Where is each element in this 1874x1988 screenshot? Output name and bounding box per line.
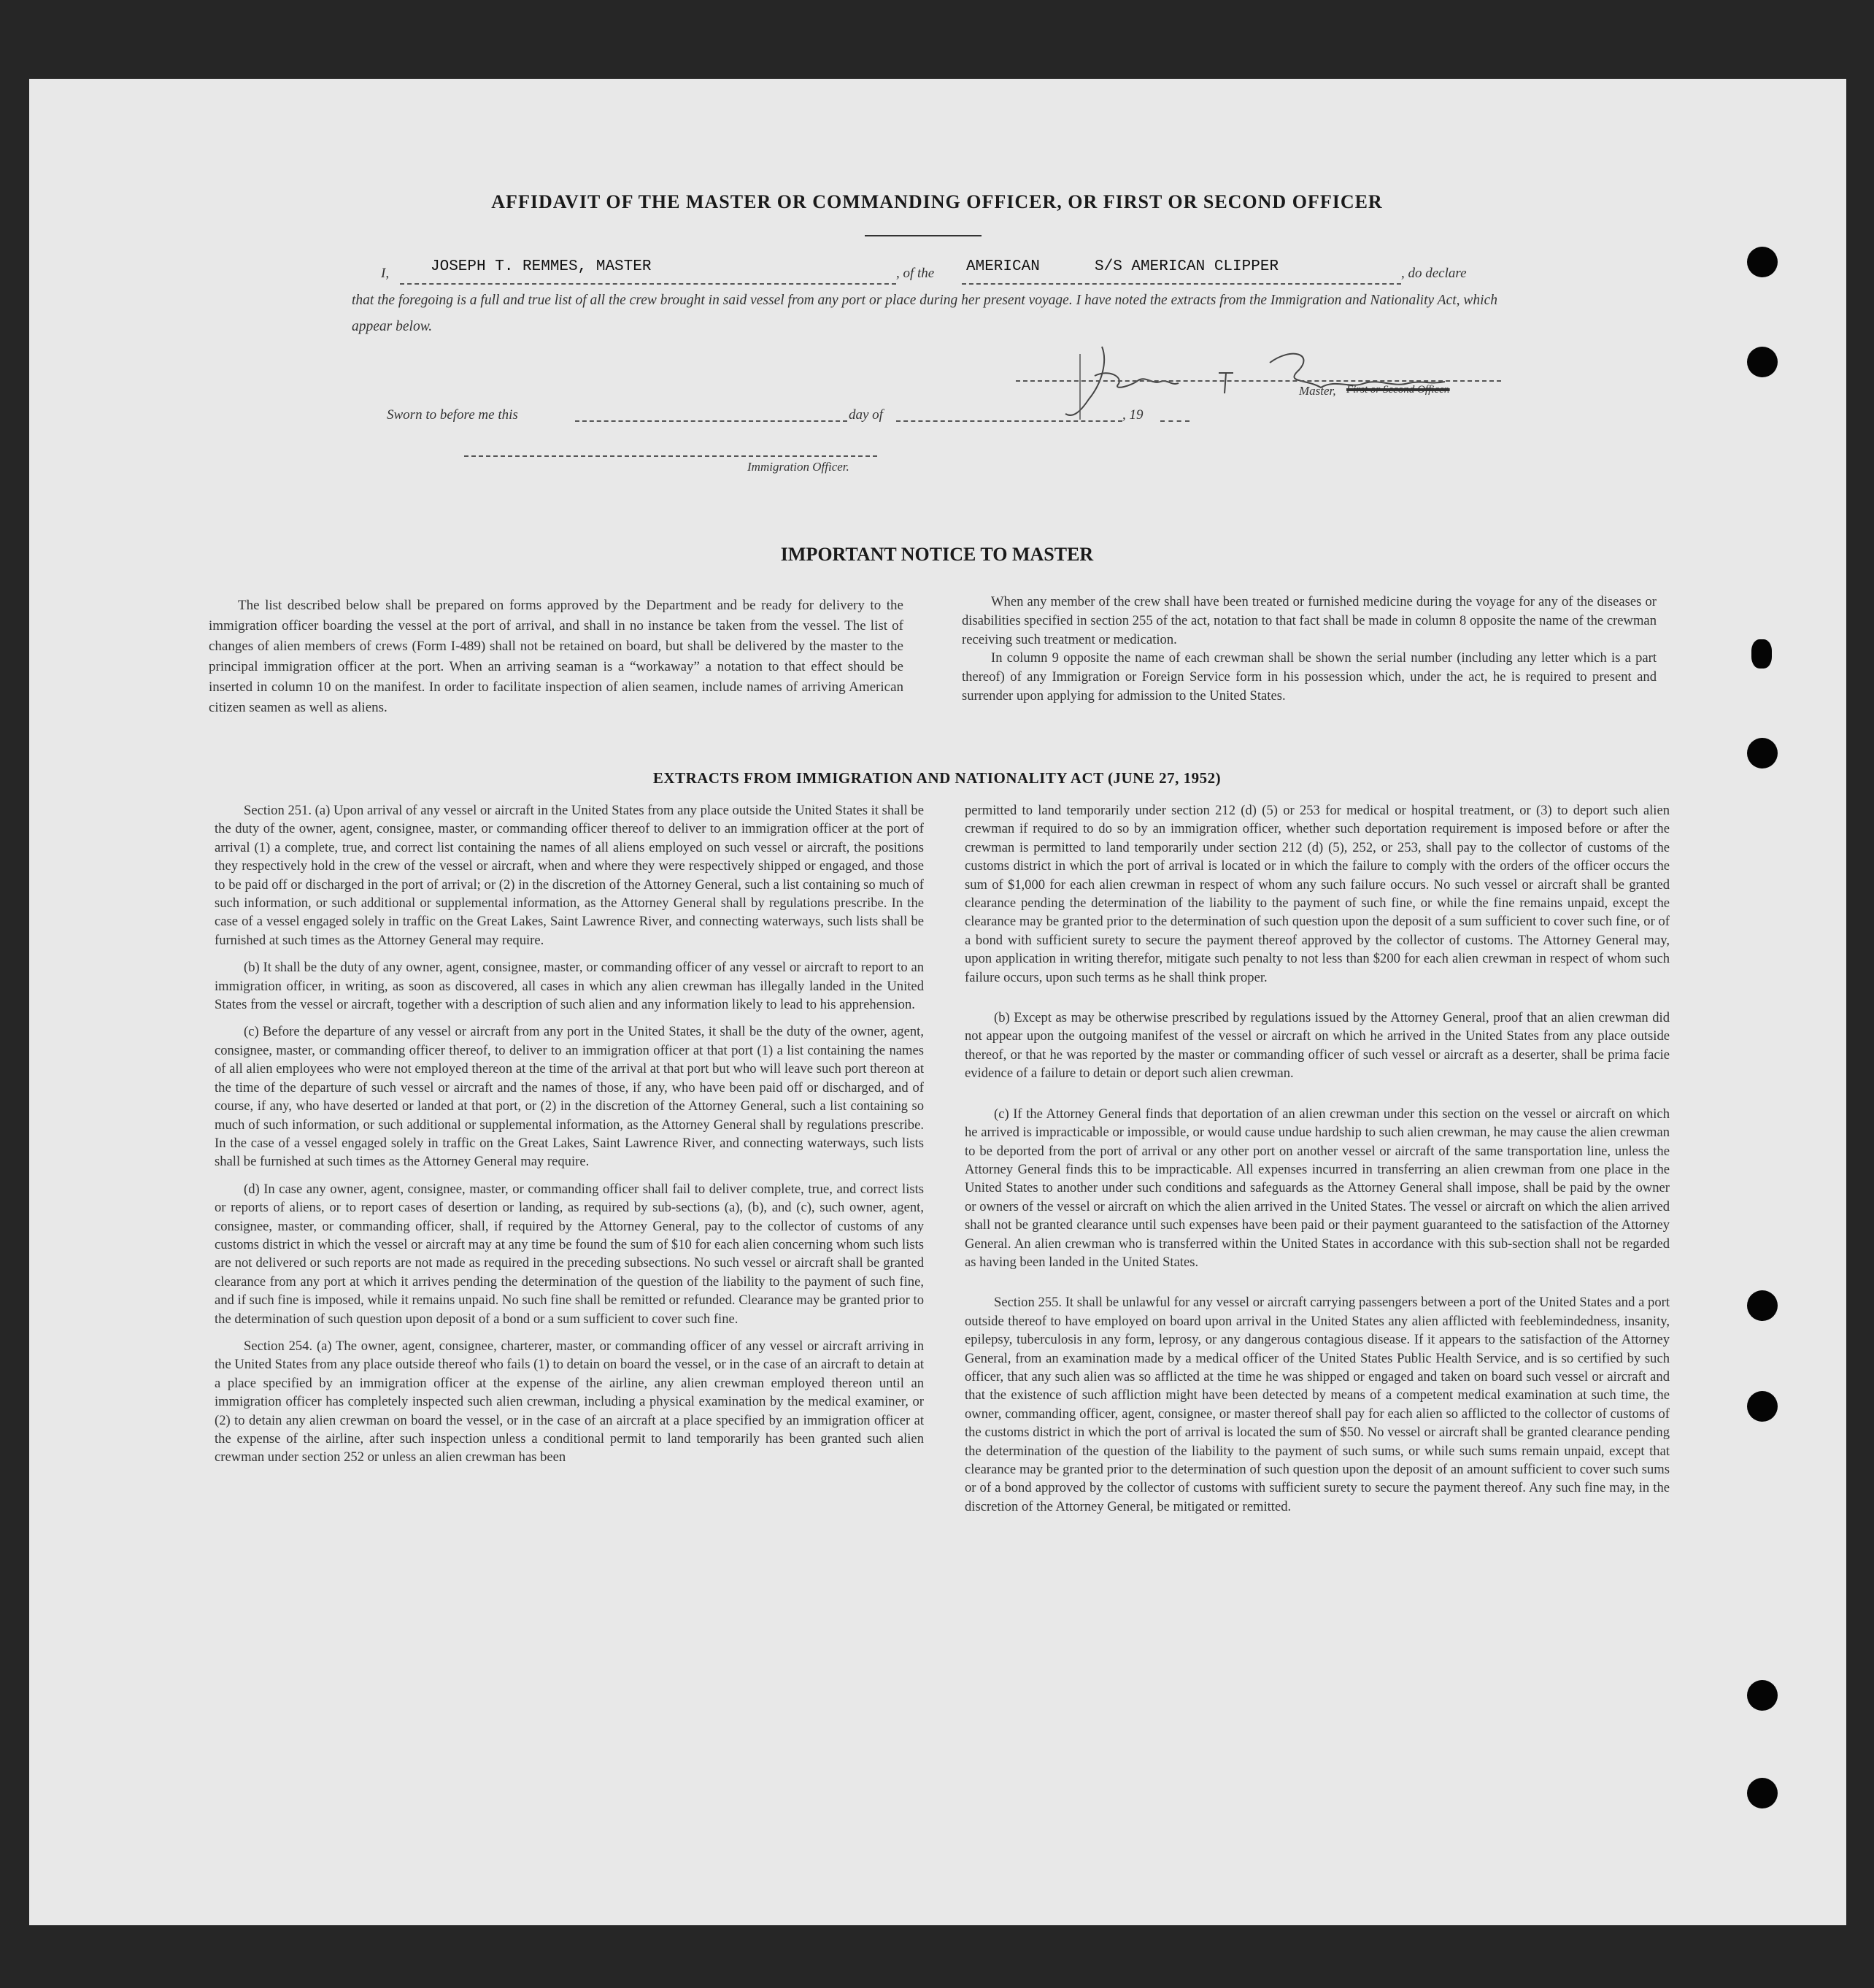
extracts-heading: EXTRACTS FROM IMMIGRATION AND NATIONALITY ACT (JUNE 27, 1952)	[652, 769, 1222, 787]
punch-hole	[1747, 347, 1778, 377]
section-251-c: (c) Before the departure of any vessel or aircraft from any port in the United States, it shall be the duty of the owner, agent, consignee, master, or commanding officer thereof, to deliver to an immigration officer at that port (1) a list containing the names of all alien employees who were not employed thereon at the time of the arrival at that port but who will leave such port thereon at the time of the departure of such vessel or aircraft and the names of those, if any, who have been paid off or discharged, and of course, if any, who have deserted or landed at that port, or (2) in the discretion of the Attorney General, such a list containing so much of such information, or such additional or supplemental information, as the Attorney General shall by regulations prescribe. In the case of a vessel engaged solely in traffic on the Great Lakes, Saint Lawrence River, and connecting waterways, such lists shall be furnished at such times as the Attorney General may require.	[215, 1024, 924, 1170]
notice-right-paragraph-2: In column 9 opposite the name of each crewman shall be shown the serial number (including any letter which is a part thereof) of any Immigration or Foreign Service form in his possession which, under the act, he is required to present and surrender upon applying for admission to the United States.	[962, 650, 1657, 704]
punch-hole	[1751, 639, 1772, 669]
punch-hole	[1747, 1680, 1778, 1711]
year-label: , 19	[1122, 407, 1144, 423]
vessel-nationality: AMERICAN	[966, 258, 1040, 275]
sworn-month-line	[896, 420, 1122, 422]
declaration-text: that the foregoing is a full and true list of all the crew brought in said vessel from any port or place during her present voyage. I have noted the extracts from the Immigration and Nationality Act, which appear below.	[352, 293, 1497, 334]
day-of-label: day of	[849, 407, 883, 423]
notice-heading: IMPORTANT NOTICE TO MASTER	[780, 544, 1094, 565]
notice-right-column	[962, 593, 1657, 706]
name-line	[400, 283, 896, 285]
immigration-officer-label: Immigration Officer.	[747, 460, 849, 474]
section-255: Section 255. It shall be unlawful for any vessel or aircraft carrying passengers between a port of the United States and a port outside thereof to have employed on board upon arrival in the United States any alien afflicted with feeblemindedness, insanity, epilepsy, tuberculosis in any form, leprosy, or any dangerous contagious disease. If it appears to the satisfaction of the Attorney General, from an examination made by a medical officer of the United States Public Health Service, and is so certified by such officer, that any such alien was so afflicted at the time he was shipped or engaged and taken on board such vessel or aircraft and that the existence of such affliction might have been detected by means of a competent medical examination at such time, the owner, commanding officer, agent, consignee, or master thereof shall pay for each alien so afflicted to the collector of customs of the customs district in which the port of arrival is located the sum of $50. No vessel or aircraft shall be granted clearance pending the determination of the question of the liability to the payment of such sums, or while such sums remain unpaid, except that clearance may be granted prior to the determination of such question upon the deposit of an amount sufficient to cover such sums or of a bond approved by the collector of customs with sufficient surety to secure the payment thereof. Any such fine may, in the discretion of the Attorney General, be mitigated or remitted.	[965, 1295, 1670, 1514]
affidavit-title: AFFIDAVIT OF THE MASTER OR COMMANDING OFFICER, OR FIRST OR SECOND OFFICER	[491, 191, 1383, 212]
extracts-right-column	[965, 801, 1670, 1516]
section-251-a: Section 251. (a) Upon arrival of any vessel or aircraft in the United States from any place outside the United States it shall be the duty of the owner, agent, consignee, master, or commanding officer thereof to deliver to an immigration officer at the port of arrival (1) a complete, true, and correct list containing the names of all aliens employed on such vessel or aircraft, the positions they respectively hold in the crew of the vessel or aircraft, when and where they were respectively shipped or engaged, and those to be paid off or discharged in the port of arrival; or (2) in the discretion of the Attorney General, such a list containing so much of such information, or such additional or supplemental information, as the Attorney General shall by regulations prescribe. In the case of a vessel engaged solely in traffic on the Great Lakes, Saint Lawrence River, and connecting waterways, such lists shall be furnished at such times as the Attorney General may require.	[215, 803, 924, 948]
sworn-label: Sworn to before me this	[387, 407, 518, 423]
punch-hole	[1747, 1290, 1778, 1321]
sworn-day-line	[575, 420, 847, 422]
title-divider	[865, 235, 982, 236]
section-254-a: Section 254. (a) The owner, agent, consignee, charterer, master, or commanding officer of any vessel or aircraft arriving in the United States from any place outside thereof who fails (1) to detain on board the vessel, or in the case of an aircraft to detain at a place specified by an immigration officer at the expense of the airline, any alien crewman employed thereon until an immigration officer has completely inspected such alien crewman, including a physical examination by the medical examiner, or (2) to detain any alien crewman on board the vessel, or in the case of an aircraft at a place specified by an immigration officer at the expense of the airline, after such inspection unless a conditional permit to land temporarily has been granted such alien crewman under section 252 or unless an alien crewman has been	[215, 1338, 924, 1465]
notice-left-column	[209, 596, 903, 718]
punch-hole	[1747, 738, 1778, 768]
of-the-label: , of the	[896, 266, 935, 281]
notice-right-paragraph-1: When any member of the crew shall have been treated or furnished medicine during the voyage for any of the diseases or disabilities specified in section 255 of the act, notation to that fact shall be made in column 8 opposite the name of the crewman receiving such treatment or medication.	[962, 594, 1657, 647]
master-signature	[1051, 332, 1518, 427]
punch-hole	[1747, 1778, 1778, 1808]
punch-hole	[1747, 247, 1778, 277]
section-254-a-continued: permitted to land temporarily under section 212 (d) (5) or 253 for medical or hospital treatment, or (3) to deport such alien crewman if required to do so by an immigration officer, whether such deportation requirement is imposed before or after the crewman is permitted to land temporarily under section 212 (d) (5), 252, or 253, shall pay to the collector of customs of the customs district in which the port of arrival is located or in which the failure to comply with the orders of the officer occurs the sum of $1,000 for each alien crewman in respect of whom any such failure occurs. No such vessel or aircraft shall be granted clearance pending the determination of the liability to the payment of such fine, or while the fine remains unpaid, except the clearance may be granted prior to the determination of such question upon the deposit of a sum sufficient to cover such fine, or of a bond with sufficient surety to secure the payment thereof approved by the collector of customs. The Attorney General may, upon application in writing therefor, mitigate such penalty to not less than $200 for each alien crewman in respect of whom such failure occurs, upon such terms as he shall think proper.	[965, 803, 1670, 985]
sworn-year-line	[1160, 420, 1189, 422]
signature-line	[1016, 380, 1501, 382]
i-label: I,	[381, 266, 390, 281]
do-declare-label: , do declare	[1401, 266, 1467, 281]
master-name: JOSEPH T. REMMES, MASTER	[431, 258, 652, 275]
section-251-d: (d) In case any owner, agent, consignee, master, or commanding officer shall fail to deliver complete, true, and correct lists or reports of aliens, or to report cases of desertion or landing, as required by sub-sections (a), (b), and (c), such owner, agent, consignee, master, or commanding officer, shall, if required by the Attorney General, pay to the collector of customs of any customs district in which the vessel or aircraft may at any time be found the sum of $10 for each alien concerning whom such lists are not delivered or such reports are not made as required in the preceding subsections. No such vessel or aircraft shall be granted clearance from any port at which it arrives pending the determination of the question of the liability to the payment of such fine, and if such fine is imposed, while it remains unpaid. No such fine shall be remitted or refunded. Clearance may be granted prior to the determination of such question upon deposit of a bond or a sum sufficient to cover such fine.	[215, 1181, 924, 1327]
vessel-line	[962, 283, 1401, 285]
vessel-name: S/S AMERICAN CLIPPER	[1095, 258, 1279, 275]
notice-left-paragraph: The list described below shall be prepared on forms approved by the Department and be ready for delivery to the immigration officer boarding the vessel at the port of arrival, and shall in no instance be taken from the vessel. The list of changes of alien members of crews (Form I-489) shall not be retained on board, but shall be delivered by the master to the principal immigration officer at the port. When an arriving seaman is a “workaway” a notation to that effect should be inserted in column 10 on the manifest. In order to facilitate inspection of alien seamen, include names of arriving American citizen seamen as well as aliens.	[209, 598, 903, 715]
section-254-c: (c) If the Attorney General finds that deportation of an alien crewman under this section on the vessel or aircraft on which he arrived is impracticable or impossible, or would cause undue hardship to such alien crewman, he may cause the alien crewman to be deported from the port of arrival or any other port on another vessel or aircraft of the same transportation line, unless the Attorney General finds this to be impracticable. All expenses incurred in transferring an alien crewman from one place in the United States to another under such conditions and safeguards as the Attorney General shall impose, shall be paid by the owner or owners of the vessel or aircraft on which the alien arrived in the United States. The vessel or aircraft on which the alien arrived shall not be granted clearance until such expenses have been paid or their payment guaranteed to the satisfaction of the Attorney General. An alien crewman who is transferred within the United States in accordance with this sub-section shall not be regarded as having been landed in the United States.	[965, 1106, 1670, 1270]
punch-hole	[1747, 1391, 1778, 1422]
section-254-b: (b) Except as may be otherwise prescribed by regulations issued by the Attorney General, proof that an alien crewman did not appear upon the outgoing manifest of the vessel or aircraft on which he arrived in the United States from any place outside thereof, or that he was reported by the master or commanding officer of such vessel or aircraft as a deserter, shall be prima facie evidence of a failure to detain or deport such alien crewman.	[965, 1010, 1670, 1082]
master-title-label: Master,	[1299, 384, 1336, 398]
section-251-b: (b) It shall be the duty of any owner, agent, consignee, master, or commanding officer of any vessel or aircraft to report to an immigration officer, in writing, as soon as discovered, all cases in which any alien crewman has illegally landed in the United States from the vessel or aircraft, together with a description of such alien and any information likely to lead to his apprehension.	[215, 960, 924, 1013]
struck-officer-title: First or Second Officer.	[1346, 384, 1450, 396]
extracts-left-column	[215, 801, 924, 1467]
immigration-officer-line	[464, 455, 877, 457]
